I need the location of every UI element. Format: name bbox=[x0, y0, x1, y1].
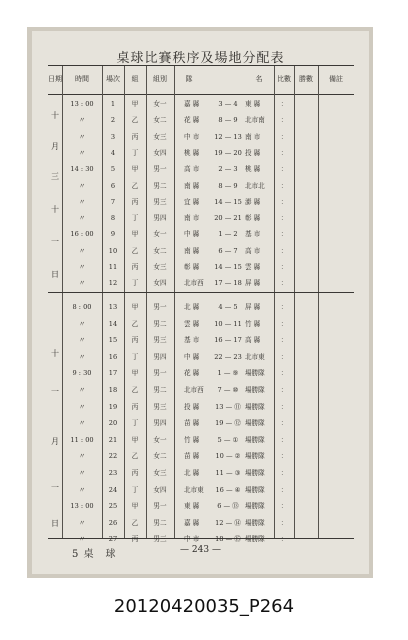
table-row bbox=[48, 243, 354, 260]
cell-score-colon: ： bbox=[280, 352, 288, 361]
cell-score: 20 — 21 bbox=[214, 214, 242, 223]
cell-team-2: 東 縣 bbox=[245, 100, 261, 108]
table-row bbox=[48, 465, 354, 482]
table-row bbox=[48, 415, 354, 432]
cell-team-1: 桃 縣 bbox=[184, 148, 200, 157]
header-wins: 勝數 bbox=[299, 75, 313, 84]
cell-team-1: 高 市 bbox=[184, 165, 200, 174]
cell-zone: 丁 bbox=[131, 148, 139, 157]
cell-time: 14 : 30 bbox=[70, 165, 94, 174]
cell-match-no: 6 bbox=[110, 181, 116, 190]
cell-team-2: 屏 縣 bbox=[245, 279, 261, 288]
date-char: 十 bbox=[51, 349, 59, 358]
cell-score: 10 — ② bbox=[215, 452, 241, 461]
table-row bbox=[48, 129, 354, 146]
cell-time: 〃 bbox=[78, 518, 86, 527]
cell-team-2: 場勝隊 bbox=[245, 386, 265, 394]
cell-group: 男一 bbox=[153, 303, 167, 311]
cell-score-colon: ： bbox=[280, 452, 288, 461]
table-row bbox=[48, 145, 354, 162]
cell-score-colon: ： bbox=[280, 535, 288, 544]
cell-time: 〃 bbox=[78, 452, 86, 461]
day-separator bbox=[48, 292, 354, 293]
cell-team-1: 竹 縣 bbox=[184, 435, 200, 444]
cell-zone: 甲 bbox=[131, 230, 139, 239]
cell-score: 18 — ⑮ bbox=[215, 535, 241, 544]
cell-group: 女一 bbox=[153, 100, 167, 108]
table-row bbox=[48, 178, 354, 195]
cell-score: 12 — 13 bbox=[214, 132, 242, 141]
table-row bbox=[48, 96, 354, 113]
schedule-table bbox=[48, 65, 354, 544]
header-remarks: 備註 bbox=[329, 75, 343, 84]
cell-score: 3 — 4 bbox=[218, 100, 238, 108]
cell-score-colon: ： bbox=[280, 100, 288, 108]
cell-score: 1 — ⑨ bbox=[217, 369, 239, 378]
cell-team-1: 嘉 縣 bbox=[184, 100, 200, 108]
cell-time: 〃 bbox=[78, 386, 86, 394]
cell-score-colon: ： bbox=[280, 336, 288, 345]
cell-zone: 丁 bbox=[131, 214, 139, 223]
cell-match-no: 21 bbox=[108, 435, 118, 444]
cell-team-1: 苗 縣 bbox=[184, 419, 200, 428]
date-char: 日 bbox=[51, 519, 59, 528]
cell-zone: 甲 bbox=[131, 100, 139, 108]
cell-score-colon: ： bbox=[280, 246, 288, 255]
cell-team-1: 宜 縣 bbox=[184, 197, 200, 206]
cell-team-2: 場勝隊 bbox=[245, 485, 265, 494]
cell-group: 男四 bbox=[153, 214, 167, 223]
page-number: — 243 — bbox=[180, 545, 221, 555]
cell-time: 11 : 00 bbox=[70, 435, 94, 444]
cell-team-1: 中 縣 bbox=[184, 230, 200, 239]
cell-team-2: 場勝隊 bbox=[245, 518, 265, 527]
cell-group: 女四 bbox=[153, 148, 167, 157]
cell-score: 14 — 15 bbox=[214, 197, 242, 206]
cell-time: 13 : 00 bbox=[70, 100, 94, 108]
cell-group: 男二 bbox=[153, 181, 167, 190]
cell-time: 〃 bbox=[78, 148, 86, 157]
page-title: 桌球比賽秩序及場地分配表 bbox=[116, 51, 285, 66]
cell-team-2: 場勝隊 bbox=[245, 452, 265, 461]
cell-team-2: 高 市 bbox=[245, 246, 261, 255]
table-row bbox=[48, 194, 354, 211]
date-char: 月 bbox=[51, 437, 59, 446]
cell-match-no: 15 bbox=[108, 336, 118, 345]
cell-time: 〃 bbox=[78, 116, 86, 125]
cell-zone: 乙 bbox=[131, 518, 139, 527]
cell-team-2: 竹 縣 bbox=[245, 319, 261, 328]
cell-score-colon: ： bbox=[280, 148, 288, 157]
cell-match-no: 10 bbox=[108, 246, 118, 255]
cell-group: 女三 bbox=[153, 263, 167, 271]
cell-group: 女一 bbox=[153, 230, 167, 239]
cell-zone: 甲 bbox=[131, 303, 139, 311]
cell-score: 7 — ⑩ bbox=[217, 386, 239, 394]
cell-score: 17 — 18 bbox=[214, 279, 242, 288]
cell-zone: 乙 bbox=[131, 181, 139, 190]
cell-team-2: 場勝隊 bbox=[245, 419, 265, 428]
cell-time: 〃 bbox=[78, 336, 86, 345]
cell-score: 14 — 15 bbox=[214, 263, 242, 271]
cell-match-no: 13 bbox=[108, 303, 118, 311]
cell-zone: 乙 bbox=[131, 116, 139, 125]
header-date: 日期 bbox=[48, 75, 62, 84]
cell-score: 8 — 9 bbox=[218, 181, 238, 190]
cell-zone: 丁 bbox=[131, 352, 139, 361]
cell-match-no: 25 bbox=[108, 502, 118, 511]
header-group: 組別 bbox=[153, 75, 167, 84]
cell-score: 16 — ④ bbox=[215, 485, 241, 494]
cell-team-2: 北市南 bbox=[245, 116, 265, 125]
footer-section-label: 5 桌 球 bbox=[72, 549, 117, 560]
cell-zone: 乙 bbox=[131, 386, 139, 394]
cell-score-colon: ： bbox=[280, 319, 288, 328]
cell-team-1: 東 縣 bbox=[184, 502, 200, 511]
cell-score-colon: ： bbox=[280, 402, 288, 411]
date-char: 一 bbox=[51, 483, 59, 492]
cell-zone: 甲 bbox=[131, 435, 139, 444]
table-row bbox=[48, 210, 354, 227]
cell-team-1: 北市西 bbox=[184, 386, 204, 394]
cell-group: 男四 bbox=[153, 352, 167, 361]
cell-match-no: 7 bbox=[110, 197, 116, 206]
cell-match-no: 12 bbox=[108, 279, 118, 288]
cell-time: 16 : 00 bbox=[70, 230, 94, 239]
cell-team-1: 花 縣 bbox=[184, 369, 200, 378]
table-row bbox=[48, 399, 354, 416]
cell-time: 〃 bbox=[78, 132, 86, 141]
cell-team-2: 場勝隊 bbox=[245, 502, 265, 511]
cell-group: 男三 bbox=[153, 535, 167, 544]
date-char: 十 bbox=[51, 111, 59, 120]
cell-team-1: 南 市 bbox=[184, 214, 200, 223]
cell-score-colon: ： bbox=[280, 485, 288, 494]
cell-zone: 丁 bbox=[131, 419, 139, 428]
cell-score-colon: ： bbox=[280, 279, 288, 288]
cell-group: 女四 bbox=[153, 279, 167, 288]
date-char: 月 bbox=[51, 142, 59, 151]
cell-score-colon: ： bbox=[280, 469, 288, 477]
cell-time: 〃 bbox=[78, 469, 86, 477]
cell-time: 〃 bbox=[78, 535, 86, 544]
table-row bbox=[48, 515, 354, 532]
cell-team-2: 桃 縣 bbox=[245, 165, 261, 174]
cell-match-no: 4 bbox=[110, 148, 116, 157]
cell-team-1: 苗 縣 bbox=[184, 452, 200, 461]
cell-score-colon: ： bbox=[280, 386, 288, 394]
header-score: 比數 bbox=[277, 75, 291, 84]
cell-match-no: 19 bbox=[108, 402, 118, 411]
header-name: 名 bbox=[255, 75, 263, 84]
cell-score: 11 — ③ bbox=[215, 469, 241, 477]
cell-group: 男一 bbox=[153, 369, 167, 378]
cell-score: 12 — ⑭ bbox=[215, 518, 241, 527]
cell-group: 男四 bbox=[153, 419, 167, 428]
header-zone: 組 bbox=[131, 75, 139, 84]
cell-score-colon: ： bbox=[280, 435, 288, 444]
cell-match-no: 8 bbox=[110, 214, 116, 223]
table-row bbox=[48, 482, 354, 499]
cell-zone: 甲 bbox=[131, 165, 139, 174]
cell-zone: 乙 bbox=[131, 246, 139, 255]
cell-time: 〃 bbox=[78, 402, 86, 411]
cell-zone: 丁 bbox=[131, 279, 139, 288]
cell-score-colon: ： bbox=[280, 303, 288, 311]
table-row bbox=[48, 161, 354, 178]
cell-group: 女三 bbox=[153, 469, 167, 477]
cell-zone: 丙 bbox=[131, 132, 139, 141]
cell-match-no: 17 bbox=[108, 369, 118, 378]
cell-team-2: 北市北 bbox=[245, 181, 265, 190]
cell-team-2: 場勝隊 bbox=[245, 535, 265, 544]
table-row bbox=[48, 112, 354, 129]
cell-group: 女二 bbox=[153, 116, 167, 125]
cell-zone: 丙 bbox=[131, 469, 139, 477]
table-row bbox=[48, 365, 354, 382]
table-row bbox=[48, 332, 354, 349]
cell-match-no: 24 bbox=[108, 485, 118, 494]
date-char: 日 bbox=[51, 270, 59, 279]
table-header bbox=[48, 66, 354, 95]
table-row bbox=[48, 299, 354, 316]
date-char: 十 bbox=[51, 205, 59, 214]
cell-group: 女一 bbox=[153, 435, 167, 444]
cell-team-2: 彰 縣 bbox=[245, 214, 261, 223]
image-caption: 20120420035_P264 bbox=[113, 596, 295, 617]
cell-score: 8 — 9 bbox=[218, 116, 238, 125]
cell-group: 男三 bbox=[153, 336, 167, 345]
cell-time: 9 : 30 bbox=[72, 369, 92, 378]
cell-zone: 乙 bbox=[131, 452, 139, 461]
cell-group: 女二 bbox=[153, 452, 167, 461]
cell-team-2: 高 縣 bbox=[245, 336, 261, 345]
cell-zone: 甲 bbox=[131, 369, 139, 378]
cell-score-colon: ： bbox=[280, 197, 288, 206]
header-team: 隊 bbox=[185, 75, 193, 84]
cell-group: 女四 bbox=[153, 485, 167, 494]
header-time: 時間 bbox=[75, 75, 89, 84]
cell-match-no: 9 bbox=[110, 230, 116, 239]
cell-match-no: 20 bbox=[108, 419, 118, 428]
cell-score-colon: ： bbox=[280, 518, 288, 527]
table-row bbox=[48, 349, 354, 366]
cell-time: 〃 bbox=[78, 197, 86, 206]
cell-score: 4 — 5 bbox=[218, 303, 238, 311]
cell-group: 男一 bbox=[153, 165, 167, 174]
cell-team-1: 花 縣 bbox=[184, 116, 200, 125]
cell-time: 〃 bbox=[78, 279, 86, 288]
cell-group: 男二 bbox=[153, 386, 167, 394]
cell-team-2: 場勝隊 bbox=[245, 469, 265, 477]
cell-team-2: 北市東 bbox=[245, 352, 265, 361]
cell-team-2: 場勝隊 bbox=[245, 369, 265, 378]
date-char: 三 bbox=[51, 172, 59, 181]
date-char: 一 bbox=[51, 387, 59, 396]
cell-team-1: 基 市 bbox=[184, 336, 200, 345]
cell-score: 6 — ⑬ bbox=[217, 502, 239, 511]
cell-score-colon: ： bbox=[280, 165, 288, 174]
cell-score: 5 — ① bbox=[217, 435, 239, 444]
cell-score-colon: ： bbox=[280, 132, 288, 141]
cell-team-2: 雲 縣 bbox=[245, 263, 261, 271]
cell-team-1: 中 市 bbox=[184, 535, 200, 544]
cell-time: 8 : 00 bbox=[72, 303, 92, 311]
cell-time: 〃 bbox=[78, 263, 86, 271]
table-row bbox=[48, 382, 354, 399]
cell-score-colon: ： bbox=[280, 369, 288, 378]
cell-team-1: 北 縣 bbox=[184, 303, 200, 311]
cell-team-1: 南 縣 bbox=[184, 181, 200, 190]
cell-score-colon: ： bbox=[280, 502, 288, 511]
cell-match-no: 16 bbox=[108, 352, 118, 361]
cell-group: 男二 bbox=[153, 518, 167, 527]
cell-score: 16 — 17 bbox=[214, 336, 242, 345]
cell-team-2: 場勝隊 bbox=[245, 402, 265, 411]
cell-score: 19 — ⑫ bbox=[215, 419, 241, 428]
cell-score: 22 — 23 bbox=[214, 352, 242, 361]
cell-match-no: 3 bbox=[110, 132, 116, 141]
header-match-no: 場次 bbox=[106, 75, 120, 84]
cell-match-no: 18 bbox=[108, 386, 118, 394]
cell-team-1: 雲 縣 bbox=[184, 319, 200, 328]
table-row bbox=[48, 316, 354, 333]
date-char: 一 bbox=[51, 237, 59, 246]
cell-team-1: 北 縣 bbox=[184, 469, 200, 477]
cell-team-2: 場勝隊 bbox=[245, 435, 265, 444]
cell-time: 〃 bbox=[78, 181, 86, 190]
cell-time: 13 : 00 bbox=[70, 502, 94, 511]
cell-team-1: 北市西 bbox=[184, 279, 204, 288]
cell-zone: 丙 bbox=[131, 263, 139, 271]
table-row bbox=[48, 498, 354, 515]
cell-zone: 丙 bbox=[131, 197, 139, 206]
cell-match-no: 27 bbox=[108, 535, 118, 544]
cell-match-no: 23 bbox=[108, 469, 118, 477]
cell-zone: 乙 bbox=[131, 319, 139, 328]
cell-match-no: 26 bbox=[108, 518, 118, 527]
cell-score-colon: ： bbox=[280, 116, 288, 125]
cell-team-2: 基 市 bbox=[245, 230, 261, 239]
cell-score-colon: ： bbox=[280, 181, 288, 190]
cell-group: 男三 bbox=[153, 402, 167, 411]
cell-match-no: 2 bbox=[110, 116, 116, 125]
cell-group: 女二 bbox=[153, 246, 167, 255]
cell-score-colon: ： bbox=[280, 419, 288, 428]
cell-zone: 丙 bbox=[131, 535, 139, 544]
cell-score: 6 — 7 bbox=[218, 246, 238, 255]
cell-group: 男三 bbox=[153, 197, 167, 206]
cell-match-no: 5 bbox=[110, 165, 116, 174]
page bbox=[32, 31, 369, 574]
cell-team-2: 澎 縣 bbox=[245, 197, 261, 206]
cell-team-1: 嘉 縣 bbox=[184, 518, 200, 527]
cell-team-2: 投 縣 bbox=[245, 148, 261, 157]
cell-score-colon: ： bbox=[280, 230, 288, 239]
cell-time: 〃 bbox=[78, 485, 86, 494]
cell-zone: 丙 bbox=[131, 336, 139, 345]
cell-team-1: 投 縣 bbox=[184, 402, 200, 411]
table-row bbox=[48, 226, 354, 243]
cell-score: 10 — 11 bbox=[214, 319, 242, 328]
cell-team-1: 北市東 bbox=[184, 485, 204, 494]
cell-team-2: 南 市 bbox=[245, 132, 261, 141]
cell-match-no: 1 bbox=[110, 100, 116, 108]
cell-match-no: 14 bbox=[108, 319, 118, 328]
cell-group: 男二 bbox=[153, 319, 167, 328]
cell-time: 〃 bbox=[78, 319, 86, 328]
cell-score-colon: ： bbox=[280, 214, 288, 223]
cell-zone: 甲 bbox=[131, 502, 139, 511]
table-row bbox=[48, 259, 354, 276]
cell-team-1: 南 縣 bbox=[184, 246, 200, 255]
cell-score-colon: ： bbox=[280, 263, 288, 271]
cell-score: 2 — 3 bbox=[218, 165, 238, 174]
cell-group: 女三 bbox=[153, 132, 167, 141]
cell-team-1: 彰 縣 bbox=[184, 263, 200, 271]
cell-time: 〃 bbox=[78, 246, 86, 255]
cell-group: 男一 bbox=[153, 502, 167, 511]
cell-zone: 丙 bbox=[131, 402, 139, 411]
cell-score: 1 — 2 bbox=[218, 230, 238, 239]
cell-team-1: 中 市 bbox=[184, 132, 200, 141]
table-row bbox=[48, 448, 354, 465]
cell-match-no: 11 bbox=[108, 263, 118, 271]
cell-score: 19 — 20 bbox=[214, 148, 242, 157]
cell-time: 〃 bbox=[78, 214, 86, 223]
cell-zone: 丁 bbox=[131, 485, 139, 494]
cell-time: 〃 bbox=[78, 352, 86, 361]
cell-team-2: 屏 縣 bbox=[245, 303, 261, 311]
cell-team-1: 中 縣 bbox=[184, 352, 200, 361]
cell-match-no: 22 bbox=[108, 452, 118, 461]
cell-score: 13 — ⑪ bbox=[215, 402, 241, 411]
table-row bbox=[48, 432, 354, 449]
table-row bbox=[48, 275, 354, 292]
cell-time: 〃 bbox=[78, 419, 86, 428]
